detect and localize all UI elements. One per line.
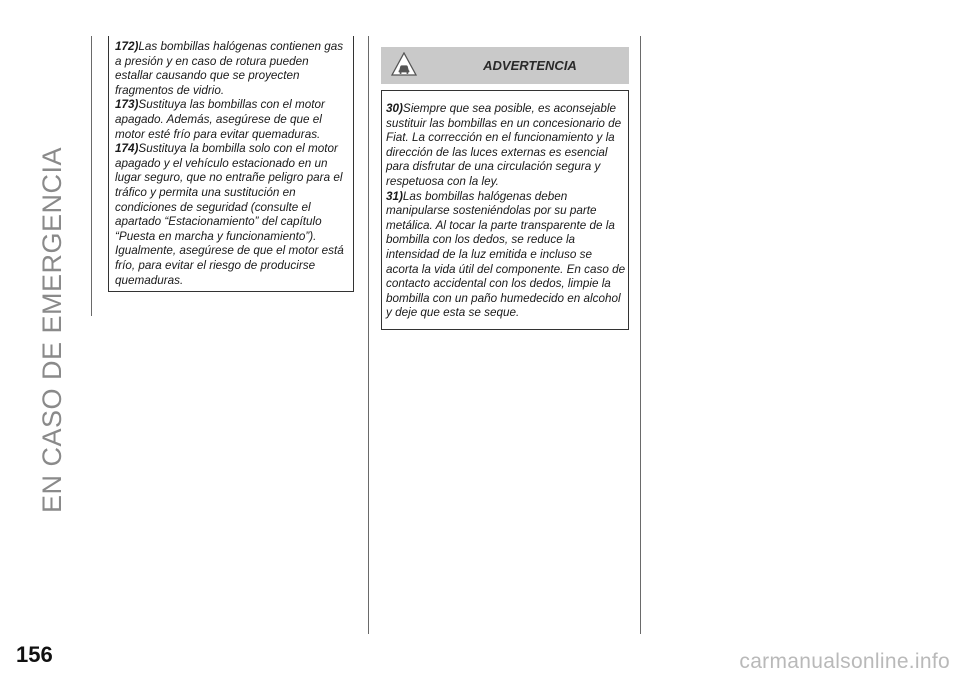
warning-box — [381, 90, 629, 330]
warning-number: 31) — [386, 189, 403, 203]
warning-title: ADVERTENCIA — [483, 58, 577, 73]
note-item — [115, 40, 349, 98]
warning-text: Siempre que sea posible, es aconsejable sustituir las bombillas en un concesionario de Fiat. La corrección en el funcionamiento y la dirección de las luces externas es esencial para disfrutar de una circulación segura y respetuosa con la ley. — [386, 102, 622, 188]
warning-item — [386, 102, 626, 190]
note-text: Sustituya las bombillas con el motor apagado. Además, asegúrese de que el motor esté frío para evitar quemaduras. — [115, 98, 325, 141]
page-number: 156 — [16, 642, 53, 667]
warning-number: 30) — [386, 102, 403, 115]
warning-text: Las bombillas halógenas deben manipularse sosteniéndolas por su parte metálica. Al tocar la parte transparente de la bombilla con los dedos, se reduce la intensidad de la luz emitida e incluso se acorta la vida útil del componente. En caso de contacto accidental con los dedos, limpie la bombilla con un paño humedecido en alcohol y deje que esta se seque. — [386, 189, 626, 320]
note-number: 174) — [115, 142, 139, 156]
chapter-side-title: EN CASO DE EMERGENCIA — [37, 146, 67, 514]
note-text: Sustituya la bombilla solo con el motor apagado y el vehículo estacionado en un lugar seguro, que no entrañe peligro para el tráfico y permita una sustitución en condiciones de seguridad (consulte el apartado “Estacionamiento” del capítulo “Puesta en marcha y funcionamiento”). Igualmente, asegúrese de que el motor está frío, para evitar el riesgo de producirse quemaduras. — [115, 142, 344, 287]
note-number: 172) — [115, 40, 139, 53]
column-divider-right — [640, 36, 641, 634]
note-item — [115, 98, 349, 142]
warning-header — [381, 47, 629, 84]
note-text: Las bombillas halógenas contienen gas a presión y en caso de rotura pueden estallar causando que se proyecten fragmentos de vidrio. — [115, 40, 344, 97]
note-item — [115, 142, 349, 288]
column-divider-middle — [368, 36, 369, 634]
safety-notes-box — [108, 36, 354, 292]
side-divider — [91, 36, 92, 316]
watermark: carmanualsonline.info — [739, 650, 950, 673]
warning-item — [386, 190, 626, 321]
note-number: 173) — [115, 98, 139, 112]
